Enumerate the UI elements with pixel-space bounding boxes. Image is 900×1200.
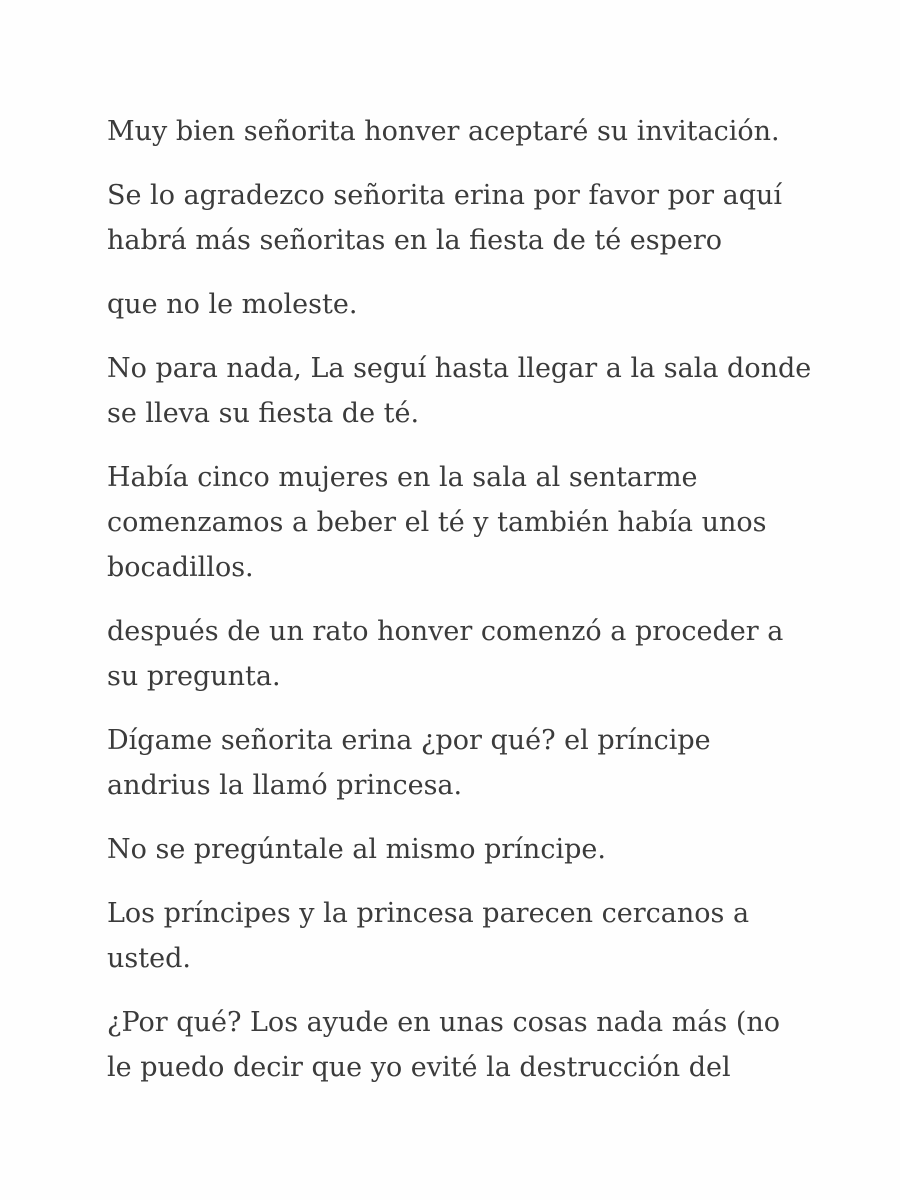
paragraph xyxy=(107,282,807,327)
text-line: después de un rato honver comenzó a proceder a xyxy=(107,616,784,647)
paragraph xyxy=(107,891,807,981)
text-line: No se pregúntale al mismo príncipe. xyxy=(107,834,606,865)
paragraph xyxy=(107,109,807,154)
text-line: Dígame señorita erina ¿por qué? el príncipe xyxy=(107,725,711,756)
text-line: que no le moleste. xyxy=(107,289,358,320)
text-line: le puedo decir que yo evité la destrucción del xyxy=(107,1052,731,1083)
text-line: usted. xyxy=(107,943,191,974)
text-line: habrá más señoritas en la fiesta de té espero xyxy=(107,225,723,256)
text-line: andrius la llamó princesa. xyxy=(107,770,463,801)
text-line: No para nada, La seguí hasta llegar a la sala donde xyxy=(107,353,812,384)
reader-page xyxy=(107,109,812,1109)
text-line: bocadillos. xyxy=(107,552,254,583)
paragraph xyxy=(107,1000,807,1090)
text-line: se lleva su fiesta de té. xyxy=(107,398,420,429)
paragraph xyxy=(107,173,807,263)
text-line: Muy bien señorita honver aceptaré su invitación. xyxy=(107,116,780,147)
text-line: comenzamos a beber el té y también había unos xyxy=(107,507,767,538)
paragraph xyxy=(107,346,812,436)
paragraph xyxy=(107,718,807,808)
paragraph xyxy=(107,455,807,590)
paragraph xyxy=(107,609,807,699)
text-line: Los príncipes y la princesa parecen cercanos a xyxy=(107,898,750,929)
text-line: Se lo agradezco señorita erina por favor por aquí xyxy=(107,180,783,211)
text-line: Había cinco mujeres en la sala al sentarme xyxy=(107,462,698,493)
text-line: su pregunta. xyxy=(107,661,281,692)
paragraph xyxy=(107,827,807,872)
text-line: ¿Por qué? Los ayude en unas cosas nada más (no xyxy=(107,1007,781,1038)
